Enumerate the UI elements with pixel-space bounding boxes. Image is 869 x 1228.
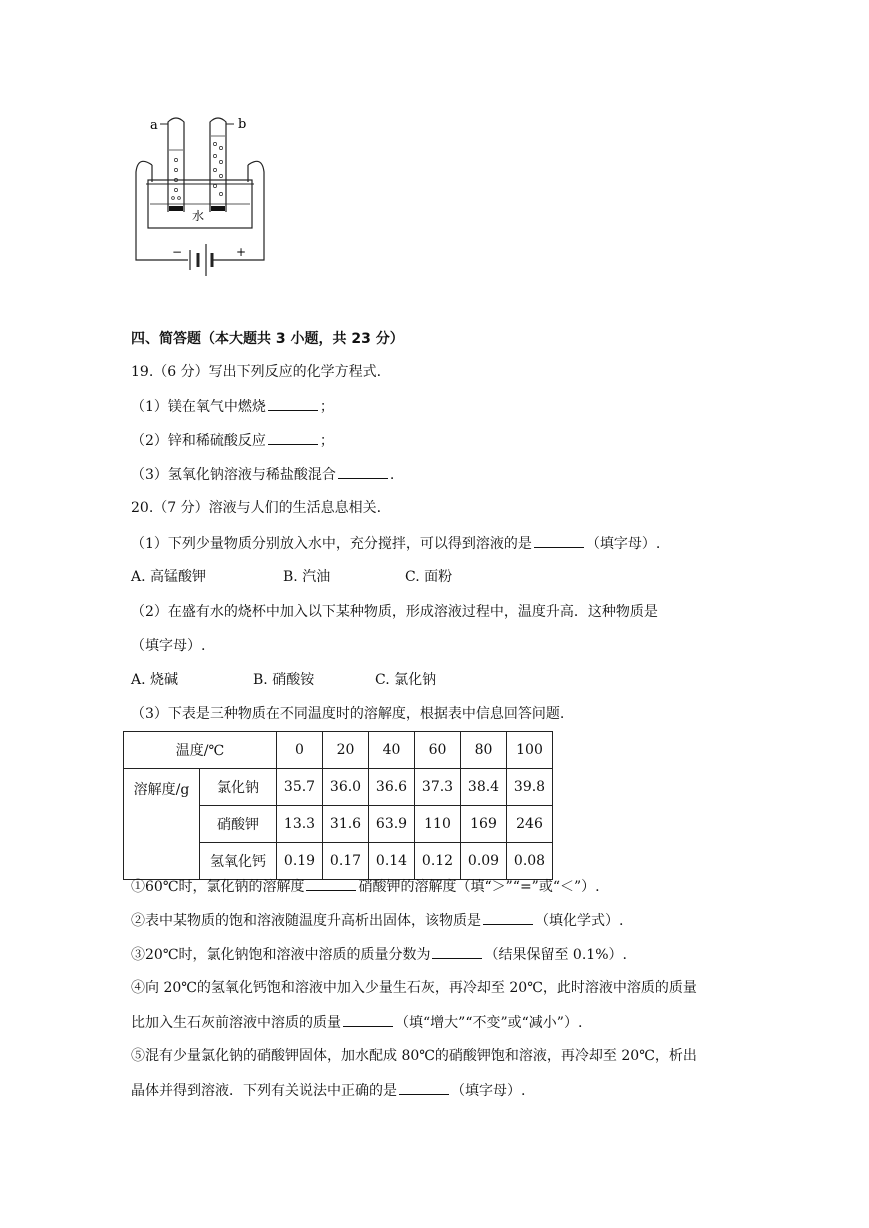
solubility-table [123, 731, 553, 880]
option-b: B. 汽油 [283, 569, 331, 585]
bubbles-b [211, 136, 225, 196]
subq-5-post: （填字母）. [451, 1083, 526, 1099]
temp-cell: 0 [277, 732, 323, 769]
value-cell: 246 [507, 806, 553, 843]
q20-part2-options [131, 670, 436, 690]
table-row [124, 769, 553, 806]
option-c: C. 氯化钠 [375, 672, 437, 688]
value-cell: 13.3 [277, 806, 323, 843]
subq-5-pre: 晶体并得到溶液．下列有关说法中正确的是 [131, 1083, 397, 1099]
subq-2-pre: ②表中某物质的饱和溶液随温度升高析出固体，该物质是 [131, 913, 481, 929]
subq-3-post: （结果保留至 0.1%）. [484, 947, 627, 963]
option-c: C. 面粉 [405, 569, 453, 585]
subq-4-pre: 比加入生石灰前溶液中溶质的质量 [131, 1015, 341, 1031]
bubbles-a [169, 150, 183, 199]
answer-blank[interactable] [338, 464, 388, 479]
value-cell: 0.17 [323, 843, 369, 880]
subq-4-post: （填“增大”“不变”或“减小”）. [395, 1015, 583, 1031]
value-cell: 36.0 [323, 769, 369, 806]
temp-cell: 60 [415, 732, 461, 769]
value-cell: 39.8 [507, 769, 553, 806]
value-cell: 36.6 [369, 769, 415, 806]
value-cell: 35.7 [277, 769, 323, 806]
subq-5-line1: ⑤混有少量氯化钠的硝酸钾固体，加水配成 80℃的硝酸钾饱和溶液，再冷却至 20℃，析出 [131, 1048, 697, 1064]
substance-name: 氯化钠 [200, 769, 277, 806]
value-cell: 63.9 [369, 806, 415, 843]
subq-3 [131, 944, 627, 965]
q19-item-1 [131, 396, 334, 417]
label-a: a [150, 118, 158, 133]
minus-sign: − [172, 245, 183, 259]
q20-part1-text: （1）下列少量物质分别放入水中，充分搅拌，可以得到溶液的是 [131, 536, 532, 552]
q19-item-3-end: . [389, 467, 395, 483]
q20-part1 [131, 533, 660, 554]
option-a: A. 烧碱 [131, 672, 179, 688]
q19-item-2-end: ； [319, 433, 334, 449]
electrode-a [169, 206, 183, 211]
temp-cell: 40 [369, 732, 415, 769]
subq-1-pre: ①60℃时，氯化钠的溶解度 [131, 879, 305, 895]
q20-stem: 20.（7 分）溶液与人们的生活息息相关. [131, 500, 382, 516]
subq-4-line2 [131, 1012, 582, 1033]
subq-1-post: 硝酸钾的溶解度（填“＞”“=”或“＜”）. [358, 879, 600, 895]
temp-cell: 20 [323, 732, 369, 769]
value-cell: 0.08 [507, 843, 553, 880]
label-water: 水 [192, 209, 205, 223]
subq-2 [131, 910, 623, 931]
table-header-row [124, 732, 553, 769]
answer-blank[interactable] [483, 910, 533, 925]
value-cell: 37.3 [415, 769, 461, 806]
section-heading: 四、简答题（本大题共 3 小题，共 23 分） [131, 331, 404, 347]
q19-item-3 [131, 464, 394, 485]
subq-1 [131, 876, 600, 897]
q20-part3: （3）下表是三种物质在不同温度时的溶解度，根据表中信息回答问题. [131, 706, 565, 722]
temp-header: 温度/℃ [124, 732, 277, 769]
subq-4-line1: ④向 20℃的氢氧化钙饱和溶液中加入少量生石灰，再冷却至 20℃，此时溶液中溶质的质量 [131, 980, 697, 996]
temp-cell: 80 [461, 732, 507, 769]
answer-blank[interactable] [268, 396, 318, 411]
value-cell: 38.4 [461, 769, 507, 806]
subq-2-post: （填化学式）. [535, 913, 624, 929]
value-cell: 0.19 [277, 843, 323, 880]
plus-sign: + [236, 245, 247, 259]
tube-a [168, 118, 184, 212]
q19-item-3-text: （3）氢氧化钠溶液与稀盐酸混合 [131, 467, 336, 483]
value-cell: 169 [461, 806, 507, 843]
answer-blank[interactable] [306, 876, 356, 891]
q19-stem: 19.（6 分）写出下列反应的化学方程式. [131, 364, 382, 380]
q19-item-1-end: ； [319, 399, 334, 415]
q19-item-2-text: （2）锌和稀硫酸反应 [131, 433, 266, 449]
temp-cell: 100 [507, 732, 553, 769]
q20-part1-options [131, 567, 452, 587]
subq-3-pre: ③20℃时，氯化钠饱和溶液中溶质的质量分数为 [131, 947, 431, 963]
substance-name: 硝酸钾 [200, 806, 277, 843]
value-cell: 31.6 [323, 806, 369, 843]
option-b: B. 硝酸铵 [253, 672, 315, 688]
q19-item-1-text: （1）镁在氧气中燃烧 [131, 399, 266, 415]
label-b: b [238, 117, 247, 132]
value-cell: 110 [415, 806, 461, 843]
q20-part2-line2: （填字母）. [131, 638, 206, 654]
value-cell: 0.09 [461, 843, 507, 880]
electrolysis-diagram [130, 110, 270, 280]
value-cell: 0.14 [369, 843, 415, 880]
substance-name: 氢氧化钙 [200, 843, 277, 880]
q20-part1-end: （填字母）. [585, 536, 661, 552]
q20-part2-line1: （2）在盛有水的烧杯中加入以下某种物质，形成溶液过程中，温度升高．这种物质是 [131, 604, 658, 620]
electrode-b [211, 206, 225, 211]
answer-blank[interactable] [432, 944, 482, 959]
subq-5-line2 [131, 1080, 525, 1101]
solubility-label: 溶解度/g [124, 769, 200, 880]
answer-blank[interactable] [343, 1012, 393, 1027]
tube-b [210, 118, 226, 212]
answer-blank[interactable] [399, 1080, 449, 1095]
option-a: A. 高锰酸钾 [131, 569, 207, 585]
answer-blank[interactable] [534, 533, 584, 548]
value-cell: 0.12 [415, 843, 461, 880]
q19-item-2 [131, 430, 334, 451]
answer-blank[interactable] [268, 430, 318, 445]
